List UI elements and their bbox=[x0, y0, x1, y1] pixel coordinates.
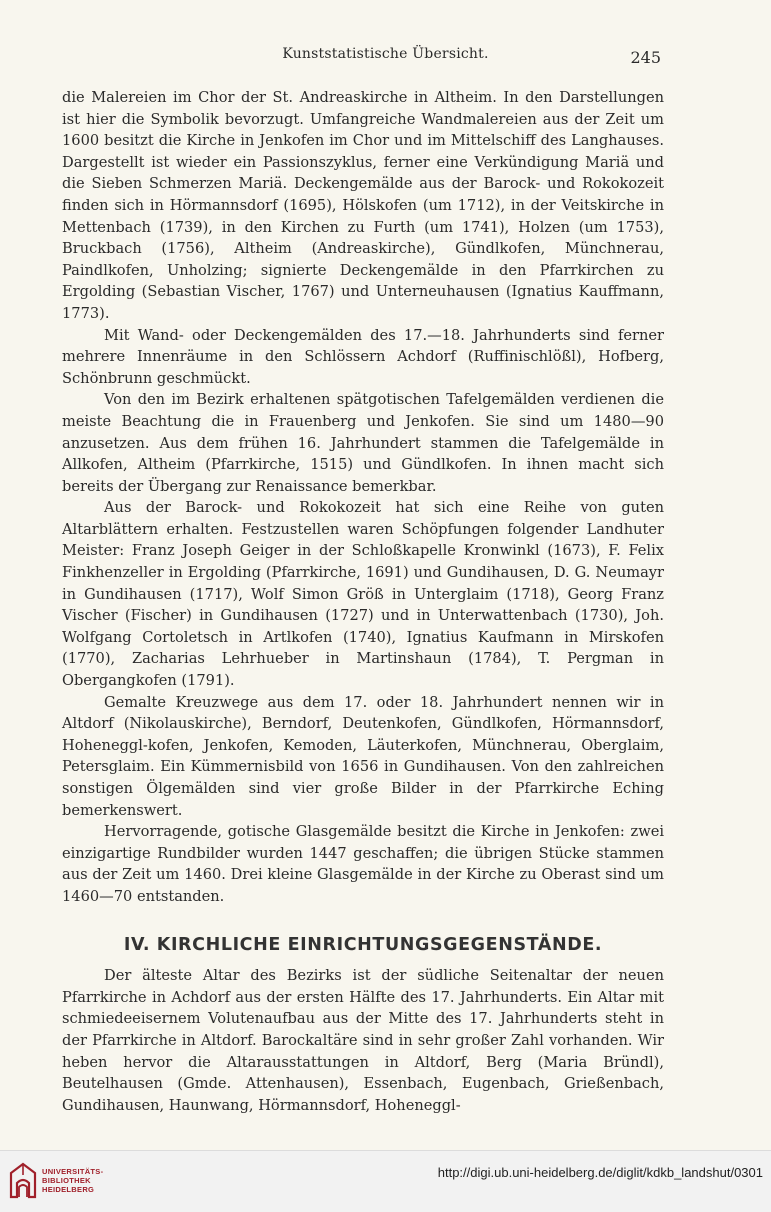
paragraph: Hervorragende, gotische Glasgemälde besitzt die Kirche in Jenkofen: zwei einzigartige Rundbilder wurden 1447 geschaffen; die übrigen Stücke stammen aus der Zeit um 1460. Drei kleine Glasgemälde in der Kirche zu Oberast sind um 1460—70 entstanden. bbox=[62, 823, 664, 905]
running-head bbox=[0, 46, 771, 70]
library-name-line: BIBLIOTHEK bbox=[42, 1176, 91, 1185]
library-name bbox=[42, 1167, 103, 1194]
paragraph: Der älteste Altar des Bezirks ist der südliche Seitenaltar der neuen Pfarrkirche in Achdorf aus der ersten Hälfte des 17. Jahrhunderts. Ein Altar mit schmiedeeisernem Volutenaufbau aus der Mitte des 17. Jahrhunderts steht in der Pfarrkirche in Altdorf. Barockaltäre sind in sehr großer Zahl vorhanden. Wir heben hervor die Altarausstattungen in Altdorf, Berg (Maria Bründl), Beutelhausen (Gmde. Attenhausen), Essenbach, Eugenbach, Grießenbach, Gundihausen, Haunwang, Hörmannsdorf, Hoheneggl- bbox=[62, 967, 664, 1114]
library-name-line: HEIDELBERG bbox=[42, 1185, 95, 1194]
running-title: Kunststatistische Übersicht. bbox=[282, 46, 489, 62]
paragraph: Mit Wand- oder Deckengemälden des 17.—18. Jahrhunderts sind ferner mehrere Innenräume in den Schlössern Achdorf (Ruffinischlößl), Hofberg, Schönbrunn geschmückt. bbox=[62, 326, 664, 387]
page-number: 245 bbox=[630, 48, 661, 67]
document-url-link[interactable]: http://digi.ub.uni-heidelberg.de/diglit/kdkb_landshut/0301 bbox=[437, 1165, 763, 1180]
library-name-line: UNIVERSITÄTS- bbox=[42, 1167, 104, 1176]
paragraph: Von den im Bezirk erhaltenen spätgotischen Tafelgemälden verdienen die meiste Beachtung die in Frauenberg und Jenkofen. Sie sind um 1480—90 anzusetzen. Aus dem frühen 16. Jahrhundert stammen die Tafelgemälde in Allkofen, Altheim (Pfarrkirche, 1515) und Gündlkofen. In ihnen macht sich bereits der Übergang zur Renaissance bemerkbar. bbox=[62, 391, 664, 495]
paragraph: die Malereien im Chor der St. Andreaskirche in Altheim. In den Darstellungen ist hier die Symbolik bevorzugt. Umfangreiche Wandmalereien aus der Zeit um 1600 besitzt die Kirche in Jenkofen im Chor und im Mittelschiff des Langhauses. Dargestellt ist wieder ein Passionszyklus, ferner eine Verkündigung Mariä und die Sieben Schmerzen Mariä. Deckengemälde aus der Barock- und Rokokozeit finden sich in Hörmannsdorf (1695), Hölskofen (um 1712), in der Veitskirche in Mettenbach (1739), in den Kirchen zu Furth (um 1741), Holzen (um 1753), Bruckbach (1756), Altheim (Andreaskirche), Gündlkofen, Münchnerau, Paindlkofen, Unholzing; signierte Deckengemälde in den Pfarrkirchen zu Ergolding (Sebastian Vischer, 1767) und Unterneuhausen (Ignatius Kauffmann, 1773). bbox=[62, 89, 664, 322]
paragraph: Aus der Barock- und Rokokozeit hat sich eine Reihe von guten Altarblättern erhalten. Festzustellen waren Schöpfungen folgender Landhuter Meister: Franz Joseph Geiger in der Schloßkapelle Kronwinkl (1673), F. Felix Finkhenzeller in Ergolding (Pfarrkirche, 1691) und Gundihausen, D. G. Neumayr in Gundihausen (1717), Wolf Simon Größ in Unterglaim (1718), Georg Franz Vischer (Fischer) in Gundihausen (1727) und in Unterwattenbach (1730), Joh. Wolfgang Cortoletsch in Artlkofen (1740), Ignatius Kaufmann in Mirskofen (1770), Zacharias Lehrhueber in Martinshaun (1784), T. Pergman in Obergangkofen (1791). bbox=[62, 499, 664, 690]
paragraph: Gemalte Kreuzwege aus dem 17. oder 18. Jahrhundert nennen wir in Altdorf (Nikolauskirche), Berndorf, Deutenkofen, Gündlkofen, Hörmannsdorf, Hoheneggl-kofen, Jenkofen, Kemoden, Läuterkofen, Münchnerau, Oberglaim, Petersglaim. Ein Kümmernisbild von 1656 in Gundihausen. Von den zahlreichen sonstigen Ölgemälden sind vier große Bilder in der Pfarrkirche Eching bemerkenswert. bbox=[62, 693, 664, 819]
viewer-footer bbox=[0, 1150, 771, 1212]
section-heading: IV. KIRCHLICHE EINRICHTUNGSGEGENSTÄNDE. bbox=[123, 934, 603, 955]
body-text bbox=[62, 87, 664, 1116]
library-logo-icon bbox=[8, 1161, 38, 1201]
